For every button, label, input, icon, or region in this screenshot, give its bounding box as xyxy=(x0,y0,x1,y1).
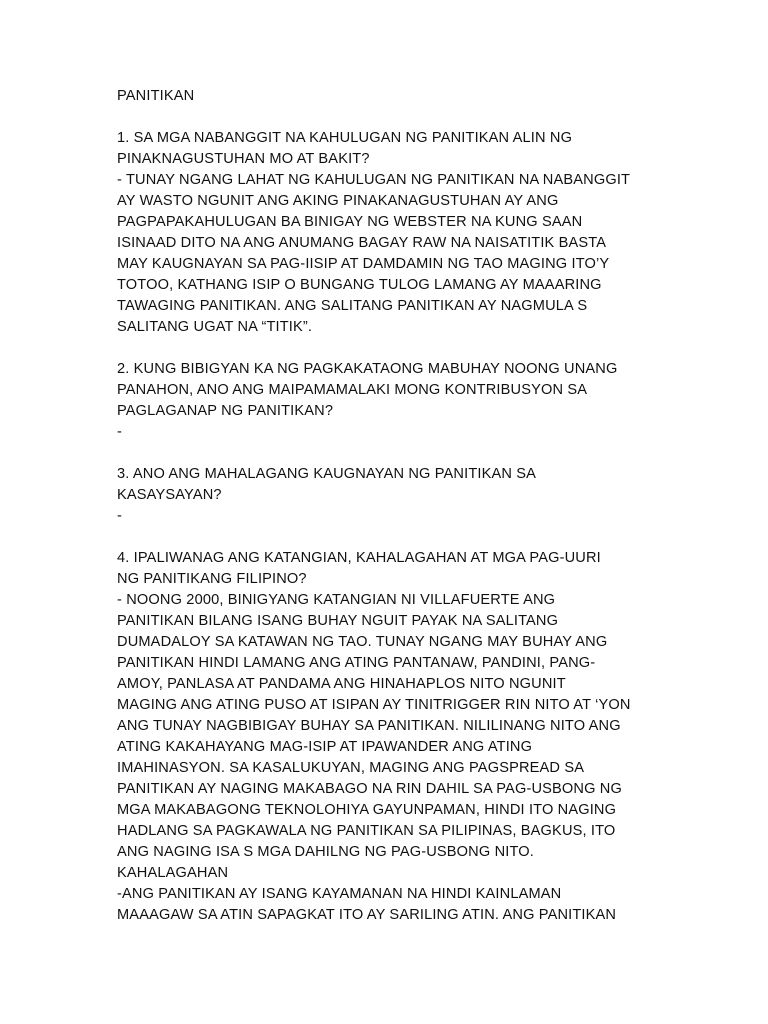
question-3-line-1: 3. ANO ANG MAHALAGANG KAUGNAYAN NG PANITIKAN SA xyxy=(117,466,537,482)
document-page xyxy=(117,86,662,926)
question-4-block xyxy=(117,548,662,926)
question-2-line-1: 2. KUNG BIBIGYAN KA NG PAGKAKATAONG MABUHAY NOONG UNANG xyxy=(117,361,618,377)
question-3-line-2: KASAYSAYAN? xyxy=(117,487,222,503)
answer-1-line-6: TOTOO, KATHANG ISIP O BUNGANG TULOG LAMANG AY MAAARING xyxy=(117,277,602,293)
question-1-block xyxy=(117,128,662,338)
question-4-line-1: 4. IPALIWANAG ANG KATANGIAN, KAHALAGAHAN AT MGA PAG-UURI xyxy=(117,550,601,566)
spacer xyxy=(117,527,662,548)
answer-4-line-10: PANITIKAN AY NAGING MAKABAGO NA RIN DAHIL SA PAG-USBONG NG xyxy=(117,781,622,797)
answer-1-line-4: ISINAAD DITO NA ANG ANUMANG BAGAY RAW NA NAISATITIK BASTA xyxy=(117,235,607,251)
answer-1-line-3: PAGPAPAKAHULUGAN BA BINIGAY NG WEBSTER NA KUNG SAAN xyxy=(117,214,583,230)
answer-2-line-1: - xyxy=(117,424,123,440)
spacer xyxy=(117,443,662,464)
question-2-line-3: PAGLAGANAP NG PANITIKAN? xyxy=(117,403,334,419)
subanswer-line-2: MAAAGAW SA ATIN SAPAGKAT ITO AY SARILING ATIN. ANG PANITIKAN xyxy=(117,907,617,923)
answer-4-line-6: MAGING ANG ATING PUSO AT ISIPAN AY TINITRIGGER RIN NITO AT ‘YON xyxy=(117,697,631,713)
question-1-line-2: PINAKNAGUSTUHAN MO AT BAKIT? xyxy=(117,151,370,167)
answer-4-line-12: HADLANG SA PAGKAWALA NG PANITIKAN SA PILIPINAS, BAGKUS, ITO xyxy=(117,823,616,839)
answer-1-line-7: TAWAGING PANITIKAN. ANG SALITANG PANITIKAN AY NAGMULA S xyxy=(117,298,588,314)
answer-4-line-8: ATING KAKAHAYANG MAG-ISIP AT IPAWANDER ANG ATING xyxy=(117,739,533,755)
question-1-line-1: 1. SA MGA NABANGGIT NA KAHULUGAN NG PANITIKAN ALIN NG xyxy=(117,130,573,146)
answer-4-line-11: MGA MAKABAGONG TEKNOLOHIYA GAYUNPAMAN, HINDI ITO NAGING xyxy=(117,802,617,818)
question-2-line-2: PANAHON, ANO ANG MAIPAMAMALAKI MONG KONTRIBUSYON SA xyxy=(117,382,588,398)
answer-1-line-1: - TUNAY NGANG LAHAT NG KAHULUGAN NG PANITIKAN NA NABANGGIT xyxy=(117,172,631,188)
question-4-line-2: NG PANITIKANG FILIPINO? xyxy=(117,571,307,587)
answer-3-line-1: - xyxy=(117,508,123,524)
answer-1-line-5: MAY KAUGNAYAN SA PAG-IISIP AT DAMDAMIN NG TAO MAGING ITO’Y xyxy=(117,256,610,272)
spacer xyxy=(117,107,662,128)
document-title: PANITIKAN xyxy=(117,88,195,104)
answer-4-line-4: PANITIKAN HINDI LAMANG ANG ATING PANTANAW, PANDINI, PANG- xyxy=(117,655,596,671)
question-2-block xyxy=(117,359,662,443)
answer-4-line-13: ANG NAGING ISA S MGA DAHILNG NG PAG-USBONG NITO. xyxy=(117,844,534,860)
subanswer-line-1: -ANG PANITIKAN AY ISANG KAYAMANAN NA HINDI KAINLAMAN xyxy=(117,886,562,902)
answer-1-line-2: AY WASTO NGUNIT ANG AKING PINAKANAGUSTUHAN AY ANG xyxy=(117,193,559,209)
answer-4-line-1: - NOONG 2000, BINIGYANG KATANGIAN NI VILLAFUERTE ANG xyxy=(117,592,556,608)
answer-4-line-2: PANITIKAN BILANG ISANG BUHAY NGUIT PAYAK NA SALITANG xyxy=(117,613,559,629)
answer-1-line-8: SALITANG UGAT NA “TITIK”. xyxy=(117,319,313,335)
answer-4-line-9: IMAHINASYON. SA KASALUKUYAN, MAGING ANG PAGSPREAD SA xyxy=(117,760,585,776)
answer-4-line-7: ANG TUNAY NAGBIBIGAY BUHAY SA PANITIKAN. NILILINANG NITO ANG xyxy=(117,718,621,734)
answer-4-line-3: DUMADALOY SA KATAWAN NG TAO. TUNAY NGANG MAY BUHAY ANG xyxy=(117,634,608,650)
answer-4-line-5: AMOY, PANLASA AT PANDAMA ANG HINAHAPLOS NITO NGUNIT xyxy=(117,676,566,692)
spacer xyxy=(117,338,662,359)
section-subheading: KAHALAGAHAN xyxy=(117,865,229,881)
question-3-block xyxy=(117,464,662,527)
